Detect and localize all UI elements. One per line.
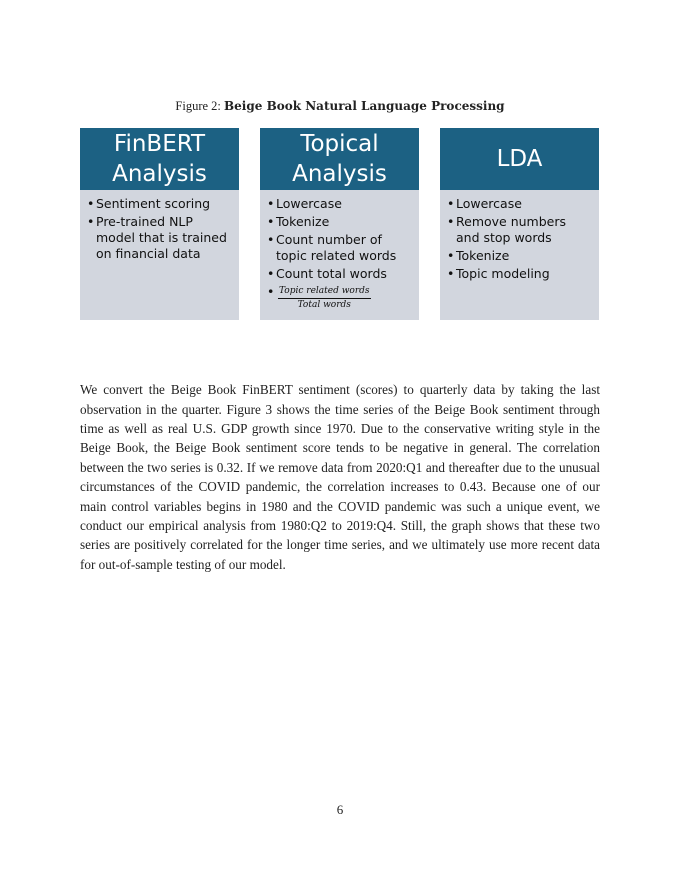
body-paragraph: We convert the Beige Book FinBERT sentiment (scores) to quarterly data by taking the last observation in the quarter. Figure 3 shows the time series of the Beige Book sentiment through time as well as real U.S. GDP growth since 1970. Due to the conservative writing style in the Beige Book, the Beige Book sentiment score tends to be negative in general. The correlation between the two series is 0.32. If we remove data from 2020:Q1 and thereafter due to the unusual circumstances of the COVID pandemic, the correlation increases to 0.43. Because one of our main control variables begins in 1980 and the COVID pandemic was such a unique event, we conduct our empirical analysis from 1980:Q2 to 2019:Q4. Still, the graph shows that these two series are positively correlated for the longer time series, and we ultimately use more recent data for out-of-sample testing of our model.	[80, 382, 600, 572]
heading-line: Analysis	[112, 161, 207, 187]
list-item: • Pre-trained NLP model that is trained on financial data	[87, 214, 233, 262]
heading-line: Topical	[300, 131, 379, 157]
fraction-denominator: Total words	[297, 300, 351, 310]
fraction-numerator: • Topic related words	[278, 286, 371, 299]
list-item: • Tokenize	[447, 248, 593, 264]
finbert-list	[80, 190, 239, 262]
topical-heading	[260, 128, 419, 190]
lda-list	[440, 190, 599, 282]
finbert-box	[80, 128, 239, 320]
list-item: • Count number of topic related words	[267, 232, 413, 264]
heading-line: FinBERT	[113, 131, 206, 157]
page-number: 6	[336, 802, 344, 817]
ratio-fraction	[278, 286, 371, 311]
list-item: • Topic modeling	[447, 266, 593, 282]
list-item: • Sentiment scoring	[87, 196, 233, 212]
list-item: • Tokenize	[267, 214, 413, 230]
figure-label: Figure 2:	[175, 99, 221, 113]
heading-line: LDA	[496, 146, 543, 172]
list-item-fraction	[267, 284, 413, 311]
lda-box	[440, 128, 599, 320]
figure-caption	[0, 99, 680, 114]
heading-line: Analysis	[292, 161, 387, 187]
list-item: • Remove numbers and stop words	[447, 214, 593, 246]
topical-list	[260, 190, 419, 311]
list-item: • Lowercase	[447, 196, 593, 212]
list-item: • Lowercase	[267, 196, 413, 212]
list-item: • Count total words	[267, 266, 413, 282]
figure-title: Beige Book Natural Language Processing	[224, 99, 505, 113]
topical-box	[260, 128, 419, 320]
lda-heading	[440, 128, 599, 190]
finbert-heading	[80, 128, 239, 190]
